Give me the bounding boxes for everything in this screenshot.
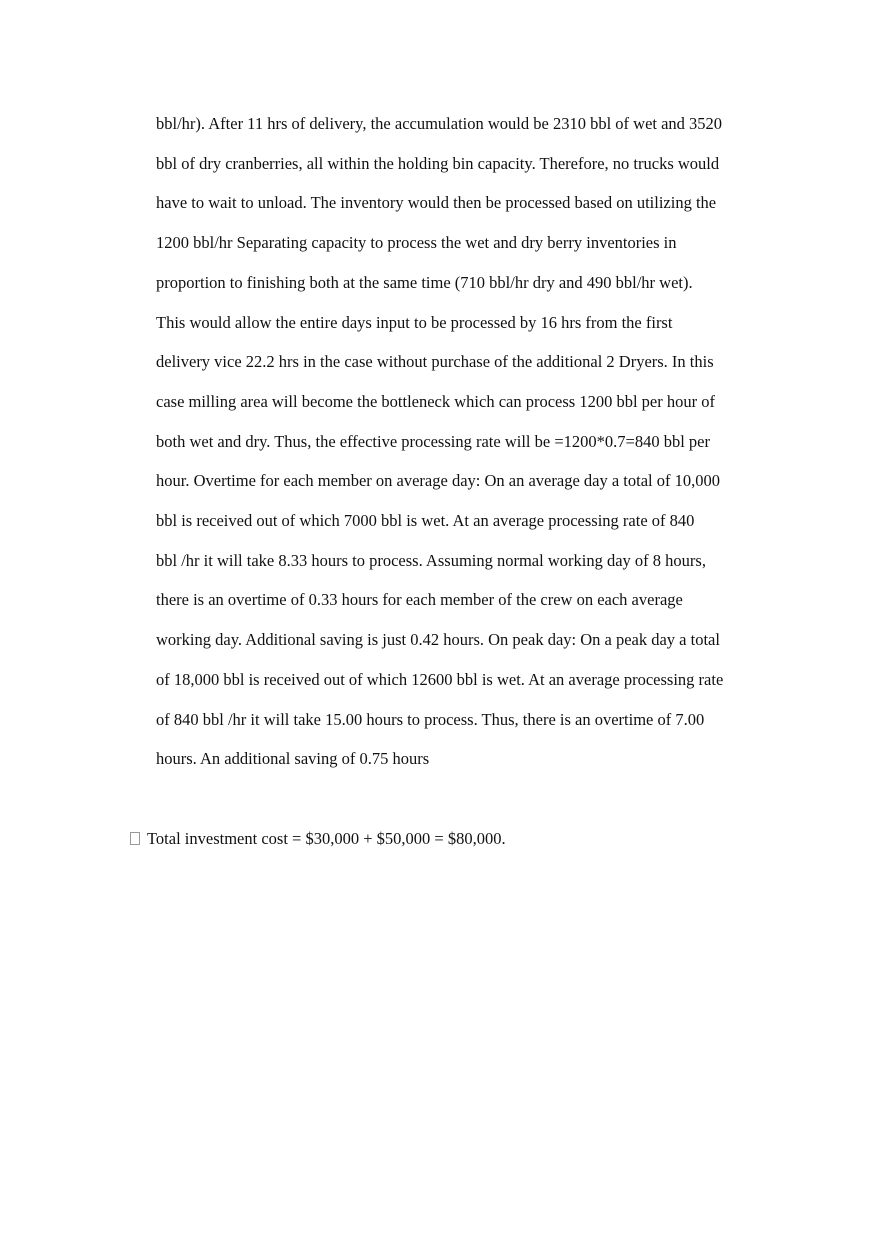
paragraph-line: delivery vice 22.2 hrs in the case without purchase of the additional 2 Dryers. In this bbox=[156, 352, 714, 372]
paragraph-line: bbl /hr it will take 8.33 hours to process. Assuming normal working day of 8 hours, bbox=[156, 550, 706, 570]
paragraph-line: there is an overtime of 0.33 hours for each member of the crew on each average bbox=[156, 590, 683, 610]
paragraph-line: case milling area will become the bottleneck which can process 1200 bbl per hour of bbox=[156, 391, 715, 411]
paragraph-line: hours. An additional saving of 0.75 hours bbox=[156, 749, 430, 769]
paragraph-line: bbl is received out of which 7000 bbl is wet. At an average processing rate of 840 bbox=[156, 511, 695, 531]
paragraph-line: This would allow the entire days input to be processed by 16 hrs from the first bbox=[156, 312, 673, 332]
paragraph-line: have to wait to unload. The inventory would then be processed based on utilizing the bbox=[156, 193, 717, 213]
paragraph-line: bbl of dry cranberries, all within the holding bin capacity. Therefore, no trucks would bbox=[156, 153, 720, 173]
bullet-text: Total investment cost = $30,000 + $50,000 = $80,000. bbox=[147, 829, 506, 848]
body-paragraph bbox=[156, 104, 756, 779]
paragraph-line: 1200 bbl/hr Separating capacity to process the wet and dry berry inventories in bbox=[156, 233, 677, 253]
paragraph-line: proportion to finishing both at the same time (710 bbl/hr dry and 490 bbl/hr wet). bbox=[156, 272, 693, 292]
paragraph-line: bbl/hr). After 11 hrs of delivery, the accumulation would be 2310 bbl of wet and 3520 bbox=[156, 114, 723, 133]
bullet-item bbox=[130, 819, 506, 859]
paragraph-line: both wet and dry. Thus, the effective processing rate will be =1200*0.7=840 bbl per bbox=[156, 431, 710, 451]
paragraph-line: of 18,000 bbl is received out of which 12600 bbl is wet. At an average processing rate bbox=[156, 669, 724, 689]
paragraph-line: of 840 bbl /hr it will take 15.00 hours to process. Thus, there is an overtime of 7.00 bbox=[156, 709, 705, 729]
missing-glyph-bullet-icon bbox=[130, 832, 140, 845]
paragraph-line: working day. Additional saving is just 0.42 hours. On peak day: On a peak day a total bbox=[156, 630, 720, 650]
paragraph-line: hour. Overtime for each member on average day: On an average day a total of 10,000 bbox=[156, 471, 720, 491]
